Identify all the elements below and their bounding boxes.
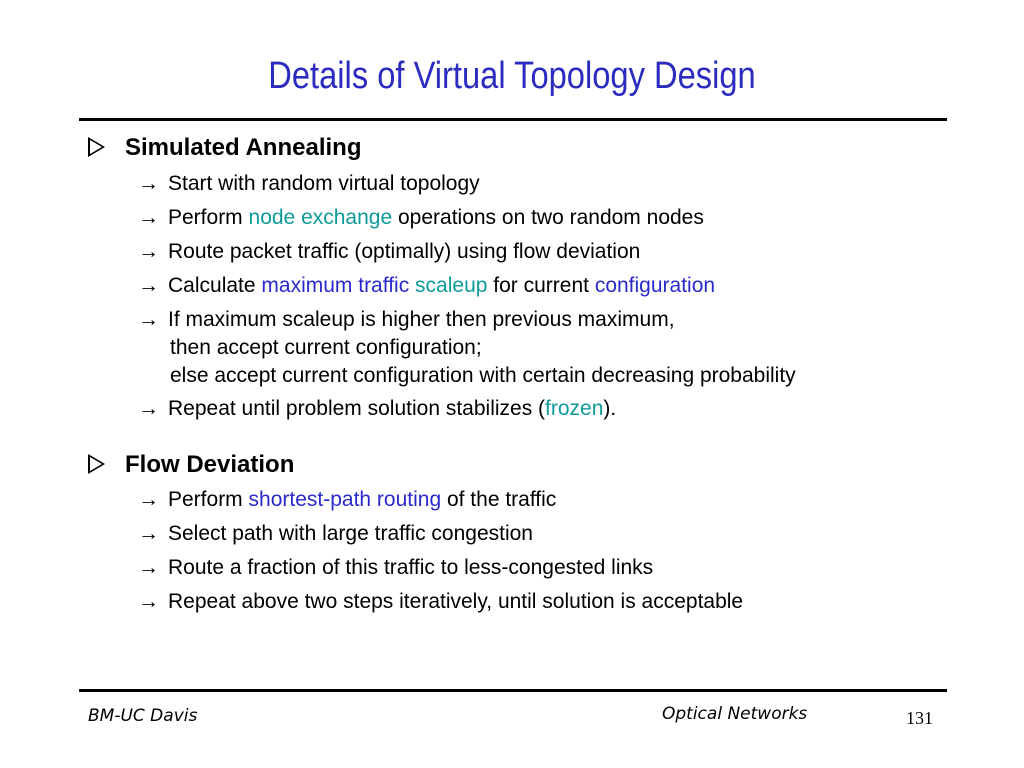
- right-arrow-icon: →: [138, 488, 159, 511]
- section-heading-simulated-annealing: Simulated Annealing: [88, 136, 361, 160]
- right-arrow-icon: →: [138, 556, 159, 579]
- list-item: → Repeat above two steps iteratively, until solution is acceptable: [138, 590, 744, 613]
- slide-title: Details of Virtual Topology Design: [268, 55, 756, 97]
- right-arrow-icon: →: [138, 172, 159, 195]
- list-item: → Select path with large traffic congestion: [138, 522, 533, 545]
- right-arrow-icon: →: [138, 274, 159, 297]
- right-arrow-icon: →: [138, 206, 159, 229]
- right-arrow-icon: →: [138, 522, 159, 545]
- list-item: → Route a fraction of this traffic to less-congested links: [138, 556, 654, 579]
- highlight-maximum-traffic: maximum traffic: [261, 274, 410, 297]
- footer-author: BM-UC Davis: [88, 706, 198, 726]
- right-arrow-icon: →: [138, 397, 159, 420]
- list-item: → Perform shortest-path routing of the traffic: [138, 488, 557, 511]
- highlight-frozen: frozen: [545, 397, 604, 420]
- section-heading-flow-deviation: Flow Deviation: [88, 453, 294, 477]
- right-arrow-icon: →: [138, 240, 159, 263]
- right-arrow-icon: →: [138, 308, 159, 331]
- highlight-configuration: configuration: [594, 274, 716, 297]
- list-item-continuation: else accept current configuration with certain decreasing probability: [170, 364, 796, 387]
- top-divider: [79, 118, 947, 121]
- bottom-divider: [79, 689, 947, 692]
- highlight-shortest-path-routing: shortest-path routing: [248, 488, 442, 511]
- list-item: → If maximum scaleup is higher then previous maximum,: [138, 308, 675, 331]
- right-arrow-icon: →: [138, 590, 159, 613]
- highlight-scaleup: scaleup: [415, 274, 488, 297]
- footer-course-title: Optical Networks: [662, 704, 808, 724]
- list-item: → Start with random virtual topology: [138, 172, 480, 195]
- list-item-continuation: then accept current configuration;: [170, 336, 482, 359]
- highlight-node-exchange: node exchange: [248, 206, 393, 229]
- list-item: → Perform node exchange operations on two random nodes: [138, 206, 704, 229]
- list-item: → Calculate maximum traffic scaleup for current configuration: [138, 274, 716, 297]
- triangle-bullet-icon: [88, 137, 105, 157]
- triangle-bullet-icon: [88, 454, 105, 474]
- list-item: → Repeat until problem solution stabilizes (frozen).: [138, 397, 617, 420]
- list-item: → Route packet traffic (optimally) using flow deviation: [138, 240, 641, 263]
- page-number: 131: [906, 708, 933, 728]
